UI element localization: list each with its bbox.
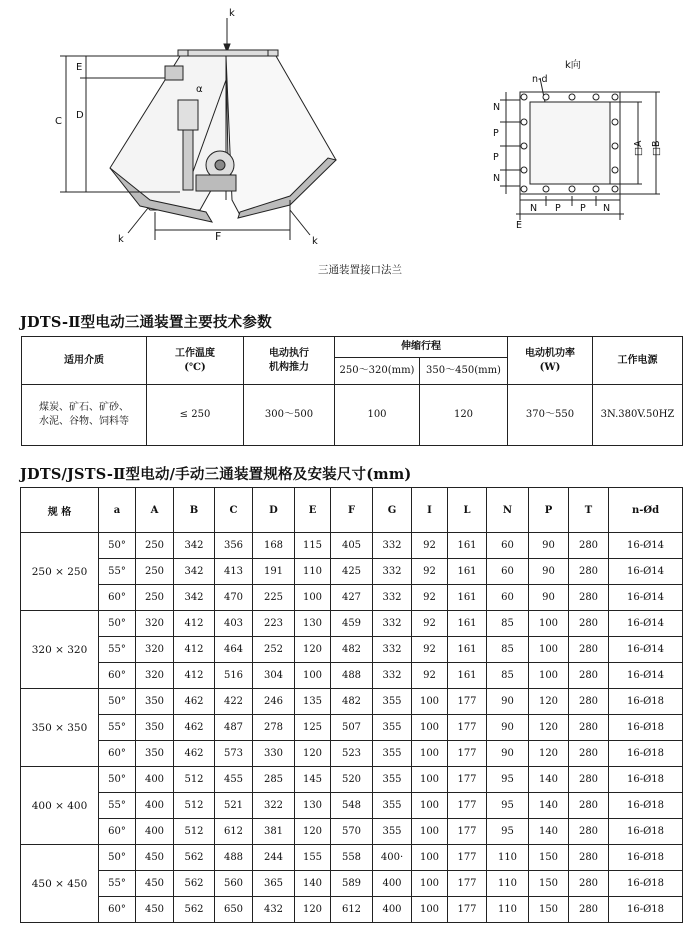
table-cell: 355 (373, 741, 412, 767)
cell-thrust: 300～500 (244, 385, 335, 446)
header-col-0: 规 格 (21, 488, 99, 533)
table-cell: 16-Ø18 (609, 819, 683, 845)
table-cell: 50° (99, 689, 136, 715)
table-cell: 100 (529, 663, 569, 689)
table-cell: 16-Ø18 (609, 741, 683, 767)
table-cell: 280 (569, 689, 609, 715)
table-cell: 280 (569, 897, 609, 923)
table-row (21, 741, 683, 767)
table-cell: 177 (448, 793, 487, 819)
table-cell: 427 (331, 585, 373, 611)
table-cell: 412 (174, 663, 215, 689)
tech-params-table (21, 336, 683, 446)
table-cell: 16-Ø18 (609, 767, 683, 793)
cell-temp: ≤ 250 (147, 385, 244, 446)
table-cell: 355 (373, 819, 412, 845)
table-cell: 400 (373, 871, 412, 897)
table-cell: 350 (136, 689, 174, 715)
table-cell: 50° (99, 845, 136, 871)
table-cell: 177 (448, 897, 487, 923)
table-row (21, 845, 683, 871)
table-cell: 355 (373, 793, 412, 819)
header-col-14: n-Ød (609, 488, 683, 533)
spec-dimensions-table (20, 487, 683, 923)
table-cell: 155 (295, 845, 331, 871)
table-cell: 115 (295, 533, 331, 559)
spec-cell: 400 × 400 (21, 767, 99, 845)
header-col-3: B (174, 488, 215, 533)
table-cell: 650 (215, 897, 253, 923)
header-col-9: I (412, 488, 448, 533)
n-label-bottom-1: N (530, 203, 538, 214)
table-cell: 100 (412, 793, 448, 819)
table-cell: 120 (295, 741, 331, 767)
header-col-1: a (99, 488, 136, 533)
table-cell: 120 (529, 741, 569, 767)
table-cell: 482 (331, 689, 373, 715)
table-cell: 92 (412, 585, 448, 611)
table-cell: 400· (373, 845, 412, 871)
table-cell: 60° (99, 897, 136, 923)
table-cell: 322 (253, 793, 295, 819)
table-cell: 50° (99, 533, 136, 559)
table-cell: 60° (99, 585, 136, 611)
table-cell: 100 (412, 767, 448, 793)
table-row (21, 637, 683, 663)
e-label-bottom: E (516, 220, 523, 231)
header-supply: 工作电源 (593, 337, 683, 385)
table-cell: 177 (448, 689, 487, 715)
table-cell: 350 (136, 715, 174, 741)
table-cell: 225 (253, 585, 295, 611)
table-cell: 161 (448, 533, 487, 559)
table-cell: 342 (174, 559, 215, 585)
header-col-7: F (331, 488, 373, 533)
table-cell: 280 (569, 637, 609, 663)
table-cell: 450 (136, 897, 174, 923)
table-cell: 365 (253, 871, 295, 897)
table-row (21, 559, 683, 585)
header-stroke-a: 250～320(mm) (335, 358, 420, 385)
table-cell: 16-Ø14 (609, 533, 683, 559)
table-cell: 100 (412, 715, 448, 741)
table-cell: 60° (99, 819, 136, 845)
table-row (21, 819, 683, 845)
table-cell: 280 (569, 741, 609, 767)
table-row (21, 533, 683, 559)
table-cell: 135 (295, 689, 331, 715)
table-cell: 280 (569, 845, 609, 871)
header-col-13: T (569, 488, 609, 533)
table-cell: 450 (136, 845, 174, 871)
table-cell: 278 (253, 715, 295, 741)
table-cell: 150 (529, 845, 569, 871)
p-label-left-1: P (493, 128, 499, 139)
table-cell: 85 (487, 663, 529, 689)
table-cell: 562 (174, 845, 215, 871)
table-cell: 355 (373, 767, 412, 793)
table-row (21, 611, 683, 637)
header-power-line1: 电动机功率 (525, 347, 575, 359)
table-cell: 422 (215, 689, 253, 715)
table-cell: 280 (569, 819, 609, 845)
table-cell: 100 (295, 585, 331, 611)
table-cell: 280 (569, 559, 609, 585)
table-cell: 250 (136, 559, 174, 585)
n-label-left-1: N (493, 102, 501, 113)
table-cell: 332 (373, 533, 412, 559)
table-cell: 16-Ø18 (609, 845, 683, 871)
table-cell: 520 (331, 767, 373, 793)
header-col-4: C (215, 488, 253, 533)
table-cell: 280 (569, 793, 609, 819)
cell-medium-line1: 煤炭、矿石、矿砂、 (39, 402, 129, 414)
table-row (21, 585, 683, 611)
table-cell: 425 (331, 559, 373, 585)
table-cell: 381 (253, 819, 295, 845)
header-col-12: P (529, 488, 569, 533)
table-cell: 450 (136, 871, 174, 897)
table-row (21, 689, 683, 715)
table-cell: 250 (136, 585, 174, 611)
table-cell: 150 (529, 897, 569, 923)
table-cell: 177 (448, 767, 487, 793)
table-cell: 400 (136, 793, 174, 819)
table-cell: 573 (215, 741, 253, 767)
spec-cell: 450 × 450 (21, 845, 99, 923)
table-cell: 125 (295, 715, 331, 741)
table-cell: 161 (448, 585, 487, 611)
b-dim-label: □B (651, 140, 662, 156)
table-cell: 462 (174, 741, 215, 767)
table-cell: 92 (412, 663, 448, 689)
spec-cell: 320 × 320 (21, 611, 99, 689)
table-cell: 130 (295, 793, 331, 819)
table-cell: 191 (253, 559, 295, 585)
table-cell: 332 (373, 559, 412, 585)
table-cell: 558 (331, 845, 373, 871)
table-cell: 140 (529, 819, 569, 845)
table-cell: 548 (331, 793, 373, 819)
table2-title: JDTS/JSTS-Ⅱ型电动/手动三通装置规格及安装尺寸(mm) (20, 466, 412, 483)
table-cell: 55° (99, 715, 136, 741)
table-cell: 280 (569, 663, 609, 689)
table-cell: 90 (529, 559, 569, 585)
header-col-10: L (448, 488, 487, 533)
table-cell: 280 (569, 585, 609, 611)
header-col-11: N (487, 488, 529, 533)
table-cell: 432 (253, 897, 295, 923)
table-cell: 405 (331, 533, 373, 559)
table-cell: 355 (373, 689, 412, 715)
table-cell: 60° (99, 741, 136, 767)
table-cell: 50° (99, 611, 136, 637)
table-cell: 16-Ø18 (609, 715, 683, 741)
drawing-caption: 三通装置接口法兰 (318, 264, 402, 276)
table-cell: 95 (487, 793, 529, 819)
table-cell: 16-Ø14 (609, 611, 683, 637)
table-cell: 92 (412, 611, 448, 637)
spec-cell: 350 × 350 (21, 689, 99, 767)
table-cell: 90 (487, 689, 529, 715)
a-dim-label: □A (633, 140, 644, 156)
table-cell: 100 (412, 819, 448, 845)
e-label: E (76, 62, 83, 73)
table-cell: 168 (253, 533, 295, 559)
table-cell: 280 (569, 533, 609, 559)
table-row (21, 897, 683, 923)
table-cell: 90 (529, 533, 569, 559)
table-cell: 90 (529, 585, 569, 611)
k-view-label: k向 (565, 60, 581, 71)
table-cell: 100 (412, 845, 448, 871)
table-cell: 412 (174, 611, 215, 637)
table-cell: 140 (529, 793, 569, 819)
table-cell: 400 (136, 819, 174, 845)
c-label: C (55, 116, 62, 127)
table-cell: 92 (412, 559, 448, 585)
table-cell: 342 (174, 585, 215, 611)
table-cell: 612 (331, 897, 373, 923)
table-row (21, 793, 683, 819)
table-cell: 92 (412, 637, 448, 663)
table-cell: 332 (373, 637, 412, 663)
table-cell: 120 (295, 897, 331, 923)
table-cell: 455 (215, 767, 253, 793)
table-cell: 55° (99, 793, 136, 819)
header-col-2: A (136, 488, 174, 533)
table-cell: 16-Ø14 (609, 559, 683, 585)
table-cell: 223 (253, 611, 295, 637)
table-cell: 55° (99, 871, 136, 897)
header-temp-unit: (℃) (184, 361, 206, 373)
table-cell: 280 (569, 767, 609, 793)
cell-medium-line2: 水泥、谷物、饲料等 (39, 416, 129, 428)
table-cell: 304 (253, 663, 295, 689)
table-cell: 355 (373, 715, 412, 741)
table-cell: 412 (174, 637, 215, 663)
table-cell: 462 (174, 689, 215, 715)
header-col-6: E (295, 488, 331, 533)
table-cell: 177 (448, 819, 487, 845)
k-label-left: k (118, 234, 124, 245)
table-cell: 280 (569, 871, 609, 897)
cell-supply: 3N.380V.50HZ (593, 385, 683, 446)
table-cell: 100 (295, 663, 331, 689)
table-row (21, 663, 683, 689)
table-row (21, 767, 683, 793)
table-cell: 612 (215, 819, 253, 845)
table-cell: 403 (215, 611, 253, 637)
table-cell: 320 (136, 611, 174, 637)
k-label-right: k (312, 236, 318, 247)
table-cell: 562 (174, 897, 215, 923)
table-cell: 470 (215, 585, 253, 611)
table-cell: 130 (295, 611, 331, 637)
table-cell: 252 (253, 637, 295, 663)
table-cell: 562 (174, 871, 215, 897)
table-cell: 332 (373, 611, 412, 637)
header-temp (147, 337, 244, 385)
table-cell: 161 (448, 611, 487, 637)
p-label-bottom-2: P (580, 203, 586, 214)
table-cell: 16-Ø14 (609, 585, 683, 611)
cell-power: 370～550 (508, 385, 593, 446)
table-cell: 60 (487, 533, 529, 559)
table-cell: 55° (99, 559, 136, 585)
table1-title: JDTS-Ⅱ型电动三通装置主要技术参数 (20, 314, 272, 331)
table-cell: 280 (569, 611, 609, 637)
table-cell: 120 (529, 715, 569, 741)
table-cell: 400 (373, 897, 412, 923)
n-label-bottom-2: N (603, 203, 611, 214)
table-cell: 60 (487, 559, 529, 585)
table-cell: 512 (174, 819, 215, 845)
table-cell: 120 (295, 819, 331, 845)
table-cell: 16-Ø14 (609, 663, 683, 689)
table-cell: 100 (412, 741, 448, 767)
table-cell: 332 (373, 585, 412, 611)
table-cell: 459 (331, 611, 373, 637)
table-cell: 177 (448, 715, 487, 741)
k-label-top: k (229, 8, 235, 19)
table-cell: 356 (215, 533, 253, 559)
table-cell: 150 (529, 871, 569, 897)
table-cell: 120 (529, 689, 569, 715)
p-label-left-2: P (493, 152, 499, 163)
n-label-left-2: N (493, 173, 501, 184)
header-col-5: D (253, 488, 295, 533)
table-cell: 90 (487, 741, 529, 767)
table-cell: 285 (253, 767, 295, 793)
table-cell: 100 (412, 871, 448, 897)
table-cell: 120 (295, 637, 331, 663)
table-cell: 161 (448, 637, 487, 663)
table-cell: 244 (253, 845, 295, 871)
header-thrust (244, 337, 335, 385)
header-stroke: 伸缩行程 (335, 337, 508, 358)
nd-label: n-d (532, 74, 548, 85)
header-temp-line1: 工作温度 (175, 347, 215, 359)
table-cell: 462 (174, 715, 215, 741)
flange-view-drawing (480, 55, 680, 235)
table-cell: 16-Ø14 (609, 637, 683, 663)
table-cell: 177 (448, 845, 487, 871)
table-cell: 110 (487, 897, 529, 923)
table-cell: 100 (412, 897, 448, 923)
table-cell: 161 (448, 559, 487, 585)
alpha-label: α (196, 84, 203, 95)
table-cell: 280 (569, 715, 609, 741)
table-cell: 100 (529, 611, 569, 637)
header-power-unit: (W) (539, 361, 561, 373)
table-cell: 482 (331, 637, 373, 663)
table-cell: 413 (215, 559, 253, 585)
table-cell: 110 (295, 559, 331, 585)
header-col-8: G (373, 488, 412, 533)
table-cell: 85 (487, 637, 529, 663)
table-cell: 60 (487, 585, 529, 611)
table-cell: 110 (487, 871, 529, 897)
table-cell: 100 (529, 637, 569, 663)
table-cell: 487 (215, 715, 253, 741)
table-cell: 464 (215, 637, 253, 663)
cell-stroke-a: 100 (335, 385, 420, 446)
table-cell: 342 (174, 533, 215, 559)
table-cell: 60° (99, 663, 136, 689)
table-cell: 507 (331, 715, 373, 741)
header-medium: 适用介质 (22, 337, 147, 385)
table-cell: 140 (295, 871, 331, 897)
table-cell: 16-Ø18 (609, 897, 683, 923)
table-cell: 100 (412, 689, 448, 715)
table-cell: 488 (331, 663, 373, 689)
f-label: F (215, 230, 222, 243)
table-cell: 95 (487, 819, 529, 845)
table-cell: 145 (295, 767, 331, 793)
table-cell: 90 (487, 715, 529, 741)
table-cell: 570 (331, 819, 373, 845)
table-cell: 140 (529, 767, 569, 793)
table-cell: 50° (99, 767, 136, 793)
table-cell: 55° (99, 637, 136, 663)
header-power (508, 337, 593, 385)
header-stroke-b: 350～450(mm) (420, 358, 508, 385)
table-cell: 516 (215, 663, 253, 689)
cell-medium (22, 385, 147, 446)
table-row (21, 715, 683, 741)
table-cell: 16-Ø18 (609, 689, 683, 715)
table-cell: 512 (174, 767, 215, 793)
spec-cell: 250 × 250 (21, 533, 99, 611)
table-cell: 177 (448, 871, 487, 897)
header-thrust-line2: 机构推力 (269, 361, 309, 373)
table-cell: 16-Ø18 (609, 793, 683, 819)
table-cell: 246 (253, 689, 295, 715)
table-cell: 589 (331, 871, 373, 897)
table-cell: 488 (215, 845, 253, 871)
table-cell: 16-Ø18 (609, 871, 683, 897)
table-cell: 560 (215, 871, 253, 897)
three-way-device-drawing (40, 0, 340, 255)
table-cell: 95 (487, 767, 529, 793)
table-cell: 161 (448, 663, 487, 689)
table-cell: 523 (331, 741, 373, 767)
table-cell: 330 (253, 741, 295, 767)
table-cell: 400 (136, 767, 174, 793)
table-cell: 250 (136, 533, 174, 559)
table-cell: 85 (487, 611, 529, 637)
header-thrust-line1: 电动执行 (269, 347, 309, 359)
table-cell: 320 (136, 663, 174, 689)
table-cell: 521 (215, 793, 253, 819)
table-cell: 320 (136, 637, 174, 663)
table-cell: 92 (412, 533, 448, 559)
table-cell: 350 (136, 741, 174, 767)
d-label: D (76, 110, 84, 121)
p-label-bottom-1: P (555, 203, 561, 214)
table-cell: 110 (487, 845, 529, 871)
table-cell: 512 (174, 793, 215, 819)
table-cell: 332 (373, 663, 412, 689)
table-row (21, 871, 683, 897)
cell-stroke-b: 120 (420, 385, 508, 446)
table-cell: 177 (448, 741, 487, 767)
